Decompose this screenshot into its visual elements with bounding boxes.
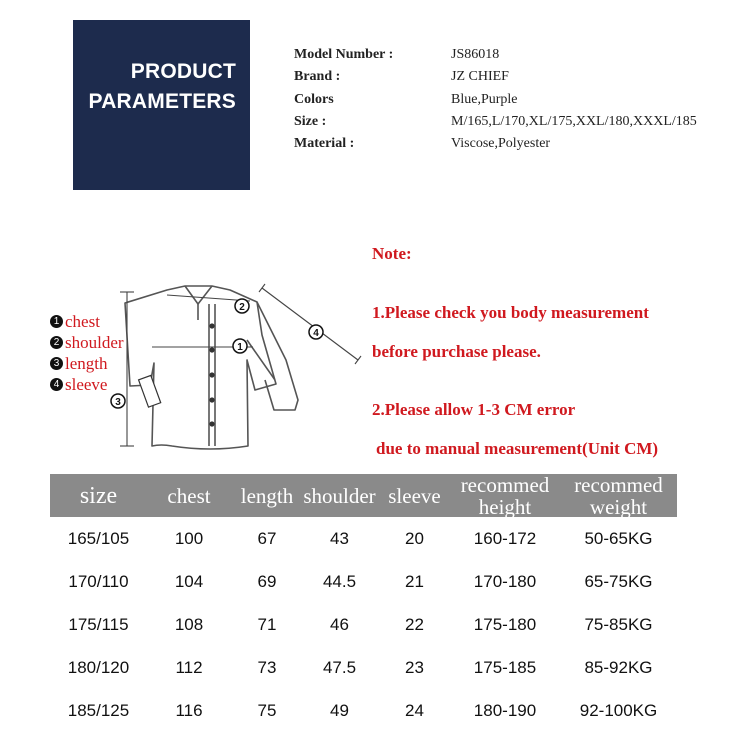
param-value: M/165,L/170,XL/175,XXL/180,XXXL/185 [451, 113, 697, 129]
param-label: Colors [294, 91, 334, 107]
product-parameters-badge [73, 20, 250, 190]
table-cell: 165/105 [67, 528, 130, 548]
column-header-sleeve: sleeve [388, 483, 441, 508]
table-cell: 116 [175, 700, 203, 720]
table-cell: 50-65KG [584, 528, 653, 548]
param-label: Model Number : [294, 47, 394, 62]
marker-3-label: 3 [115, 397, 121, 408]
column-header-length: length [240, 483, 294, 508]
legend-label: length [65, 353, 108, 373]
badge-title-line2: PARAMETERS [88, 90, 236, 113]
note-line-4: due to manual measurement(Unit CM) [376, 439, 659, 458]
table-cell: 85-92KG [584, 657, 653, 677]
legend-number-badge: 2 [50, 336, 63, 349]
legend-item-shoulder [50, 332, 124, 353]
note-line-2: before purchase please. [372, 342, 541, 361]
table-cell: 108 [174, 614, 204, 634]
table-cell: 44.5 [322, 571, 357, 591]
table-cell: 180-190 [473, 700, 537, 720]
table-cell: 65-75KG [584, 571, 653, 591]
table-cell: 112 [175, 657, 203, 677]
table-row [50, 646, 677, 689]
table-cell: 160-172 [473, 528, 537, 548]
table-cell: 170/110 [68, 571, 129, 591]
table-cell: 180/120 [67, 657, 130, 677]
table-cell: 75-85KG [584, 614, 653, 634]
column-header-size: size [79, 482, 118, 509]
table-cell: 75 [257, 700, 277, 720]
table-cell: 100 [174, 528, 204, 548]
badge-title-line1: PRODUCT [130, 60, 236, 83]
table-row [50, 517, 677, 560]
table-cell: 49 [330, 700, 349, 720]
marker-2-label: 2 [239, 302, 245, 313]
table-cell: 104 [174, 571, 204, 591]
param-label: Size : [294, 113, 327, 129]
param-value: JZ CHIEF [451, 69, 509, 85]
column-header-shoulder: shoulder [303, 483, 376, 508]
legend-number-badge: 3 [50, 357, 63, 370]
table-row [50, 603, 677, 646]
marker-4-label: 4 [313, 328, 319, 339]
table-row [50, 560, 677, 603]
legend-number-badge: 1 [50, 315, 63, 328]
size-chart-table [50, 474, 677, 732]
note-line-3: 2.Please allow 1-3 CM error [372, 400, 576, 419]
legend-item-length [50, 353, 124, 374]
table-cell: 46 [330, 614, 349, 634]
legend-label: chest [65, 311, 100, 331]
column-header-recommend-height: recommed height [460, 472, 550, 519]
column-header-recommend-weight: recommed weight [574, 472, 663, 519]
param-label: Brand : [294, 69, 341, 85]
table-cell: 69 [257, 571, 277, 591]
table-cell: 170-180 [473, 571, 537, 591]
note-line-1: 1.Please check you body measurement [372, 303, 649, 322]
table-cell: 43 [330, 528, 349, 548]
table-cell: 71 [257, 614, 277, 634]
table-cell: 24 [405, 700, 424, 720]
table-cell: 20 [405, 528, 424, 548]
column-header-chest: chest [167, 483, 211, 508]
param-value: Blue,Purple [451, 91, 518, 107]
table-cell: 73 [257, 657, 277, 677]
table-header-row [50, 474, 677, 517]
table-cell: 175-180 [473, 614, 537, 634]
param-value: JS86018 [451, 47, 500, 62]
legend-item-sleeve [50, 374, 124, 395]
table-cell: 185/125 [67, 700, 130, 720]
table-cell: 22 [405, 614, 424, 634]
table-cell: 175/115 [68, 614, 129, 634]
marker-1-label: 1 [237, 342, 243, 353]
table-row [50, 689, 677, 732]
table-cell: 67 [257, 528, 277, 548]
note-title: Note: [372, 244, 412, 263]
table-cell: 92-100KG [579, 700, 658, 720]
table-cell: 21 [405, 571, 424, 591]
cuff-icon [139, 375, 161, 407]
legend-item-chest [50, 311, 124, 332]
legend-label: sleeve [65, 374, 108, 394]
param-value: Viscose,Polyester [451, 136, 551, 152]
legend-label: shoulder [65, 332, 124, 352]
legend-number-badge: 4 [50, 378, 63, 391]
table-cell: 175-185 [473, 657, 537, 677]
shirt-buttons [209, 323, 214, 426]
table-cell: 47.5 [322, 657, 357, 677]
table-cell: 23 [405, 657, 424, 677]
measurement-legend [50, 311, 124, 395]
param-label: Material : [294, 136, 355, 152]
